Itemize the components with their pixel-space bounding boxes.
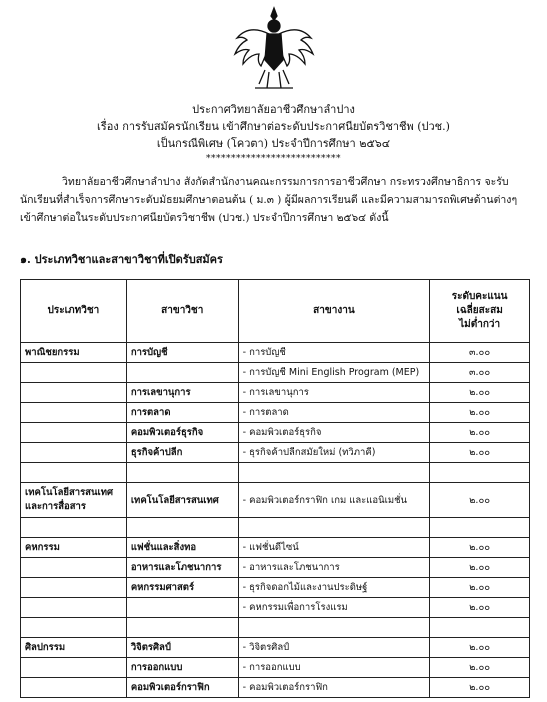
field-cell: - การเลขานุการ: [238, 383, 430, 403]
header-gpa-line-3: ไม่ต่ำกว่า: [459, 319, 501, 330]
type-cell-line-2: และการสื่อสาร: [25, 501, 86, 512]
section-heading: ๑. ประเภทวิชาและสาขาวิชาที่เปิดรับสมัคร: [20, 253, 223, 266]
gpa-cell: ๓.๐๐: [430, 363, 530, 383]
type-cell: พาณิชยกรรม: [21, 343, 127, 363]
major-cell: [126, 363, 238, 383]
type-cell: [21, 558, 127, 578]
field-cell: - แฟชั่นดีไซน์: [238, 538, 430, 558]
header-field: สาขางาน: [238, 280, 430, 343]
garuda-emblem: [229, 4, 319, 94]
field-cell: - คอมพิวเตอร์ธุรกิจ: [238, 423, 430, 443]
major-cell: การเลขานุการ: [126, 383, 238, 403]
announcement-org: ประกาศวิทยาลัยอาชีวศึกษาลำปาง: [192, 103, 355, 116]
gpa-cell: ๒.๐๐: [430, 403, 530, 423]
table-row: [21, 363, 530, 383]
table-row: [21, 403, 530, 423]
table-row: [21, 578, 530, 598]
type-cell: ศิลปกรรม: [21, 638, 127, 658]
type-cell: [21, 423, 127, 443]
table-row: [21, 483, 530, 518]
announcement-subject: เรื่อง การรับสมัครนักเรียน เข้าศึกษาต่อระดับประกาศนียบัตรวิชาชีพ (ปวช.): [97, 120, 450, 133]
header-gpa: [430, 280, 530, 343]
header-gpa-line-2: เฉลี่ยสะสม: [456, 305, 503, 316]
header-major: สาขาวิชา: [126, 280, 238, 343]
field-cell: - การตลาด: [238, 403, 430, 423]
intro-paragraph-line-1: วิทยาลัยอาชีวศึกษาลำปาง สังกัดสำนักงานคณะกรรมการการอาชีวศึกษา กระทรวงศึกษาธิการ จะรับ: [62, 176, 509, 188]
gpa-cell: ๒.๐๐: [430, 383, 530, 403]
major-cell: คอมพิวเตอร์กราฟิก: [126, 678, 238, 698]
field-cell: - คอมพิวเตอร์กราฟิก: [238, 678, 430, 698]
gpa-cell: ๒.๐๐: [430, 483, 530, 518]
table-row: [21, 598, 530, 618]
gpa-cell: ๒.๐๐: [430, 658, 530, 678]
table-row: [21, 678, 530, 698]
type-cell: [21, 443, 127, 463]
type-cell: [21, 658, 127, 678]
gpa-cell: ๒.๐๐: [430, 558, 530, 578]
type-cell: [21, 483, 127, 518]
field-cell: - อาหารและโภชนาการ: [238, 558, 430, 578]
major-cell: การบัญชี: [126, 343, 238, 363]
field-cell: - ธุรกิจค้าปลีกสมัยใหม่ (ทวิภาคี): [238, 443, 430, 463]
table-row: [21, 343, 530, 363]
table-row: [21, 658, 530, 678]
spacer-row: [21, 518, 530, 538]
major-cell: วิจิตรศิลป์: [126, 638, 238, 658]
spacer-row: [21, 618, 530, 638]
announcement-subtitle: เป็นกรณีพิเศษ (โควตา) ประจำปีการศึกษา ๒๕๖๔: [156, 137, 391, 150]
table-row: [21, 558, 530, 578]
table-row: [21, 538, 530, 558]
major-cell: การออกแบบ: [126, 658, 238, 678]
table-header-row: [21, 280, 530, 343]
intro-paragraph-line-3: เข้าศึกษาต่อในระดับประกาศนียบัตรวิชาชีพ (ปวช.) ประจำปีการศึกษา ๒๕๖๔ ดังนี้: [20, 212, 389, 224]
table-row: [21, 443, 530, 463]
gpa-cell: ๒.๐๐: [430, 538, 530, 558]
table-row: [21, 383, 530, 403]
type-cell: [21, 578, 127, 598]
field-cell: - การบัญชี Mini English Program (MEP): [238, 363, 430, 383]
type-cell-line-1: เทคโนโลยีสารสนเทศ: [25, 487, 114, 498]
gpa-cell: ๒.๐๐: [430, 678, 530, 698]
header-gpa-line-1: ระดับคะแนน: [451, 291, 508, 302]
gpa-cell: ๒.๐๐: [430, 598, 530, 618]
gpa-cell: ๓.๐๐: [430, 343, 530, 363]
type-cell: [21, 403, 127, 423]
table-row: [21, 638, 530, 658]
star-divider: ***************************: [206, 154, 341, 164]
field-cell: - ธุรกิจดอกไม้และงานประดิษฐ์: [238, 578, 430, 598]
type-cell: [21, 678, 127, 698]
gpa-cell: ๒.๐๐: [430, 638, 530, 658]
field-cell: - คหกรรมเพื่อการโรงแรม: [238, 598, 430, 618]
major-cell: แฟชั่นและสิ่งทอ: [126, 538, 238, 558]
major-cell: ธุรกิจค้าปลีก: [126, 443, 238, 463]
gpa-cell: ๒.๐๐: [430, 423, 530, 443]
field-cell: - การออกแบบ: [238, 658, 430, 678]
table-row: [21, 423, 530, 443]
field-cell: - วิจิตรศิลป์: [238, 638, 430, 658]
type-cell: [21, 598, 127, 618]
header-type: ประเภทวิชา: [21, 280, 127, 343]
field-cell: - การบัญชี: [238, 343, 430, 363]
major-cell: คหกรรมศาสตร์: [126, 578, 238, 598]
major-cell: คอมพิวเตอร์ธุรกิจ: [126, 423, 238, 443]
gpa-cell: ๒.๐๐: [430, 443, 530, 463]
major-cell: การตลาด: [126, 403, 238, 423]
intro-paragraph-line-2: นักเรียนที่สำเร็จการศึกษาระดับมัธยมศึกษาตอนต้น ( ม.๓ ) ผู้มีผลการเรียนดี และมีความสามารถพิเศษด้านต่างๆ: [20, 194, 518, 206]
major-cell: [126, 598, 238, 618]
field-cell: - คอมพิวเตอร์กราฟิก เกม และแอนิเมชั่น: [238, 483, 430, 518]
gpa-cell: ๒.๐๐: [430, 578, 530, 598]
spacer-row: [21, 463, 530, 483]
major-cell: เทคโนโลยีสารสนเทศ: [126, 483, 238, 518]
type-cell: [21, 383, 127, 403]
type-cell: [21, 363, 127, 383]
programs-table: [20, 279, 530, 698]
type-cell: คหกรรม: [21, 538, 127, 558]
major-cell: อาหารและโภชนาการ: [126, 558, 238, 578]
